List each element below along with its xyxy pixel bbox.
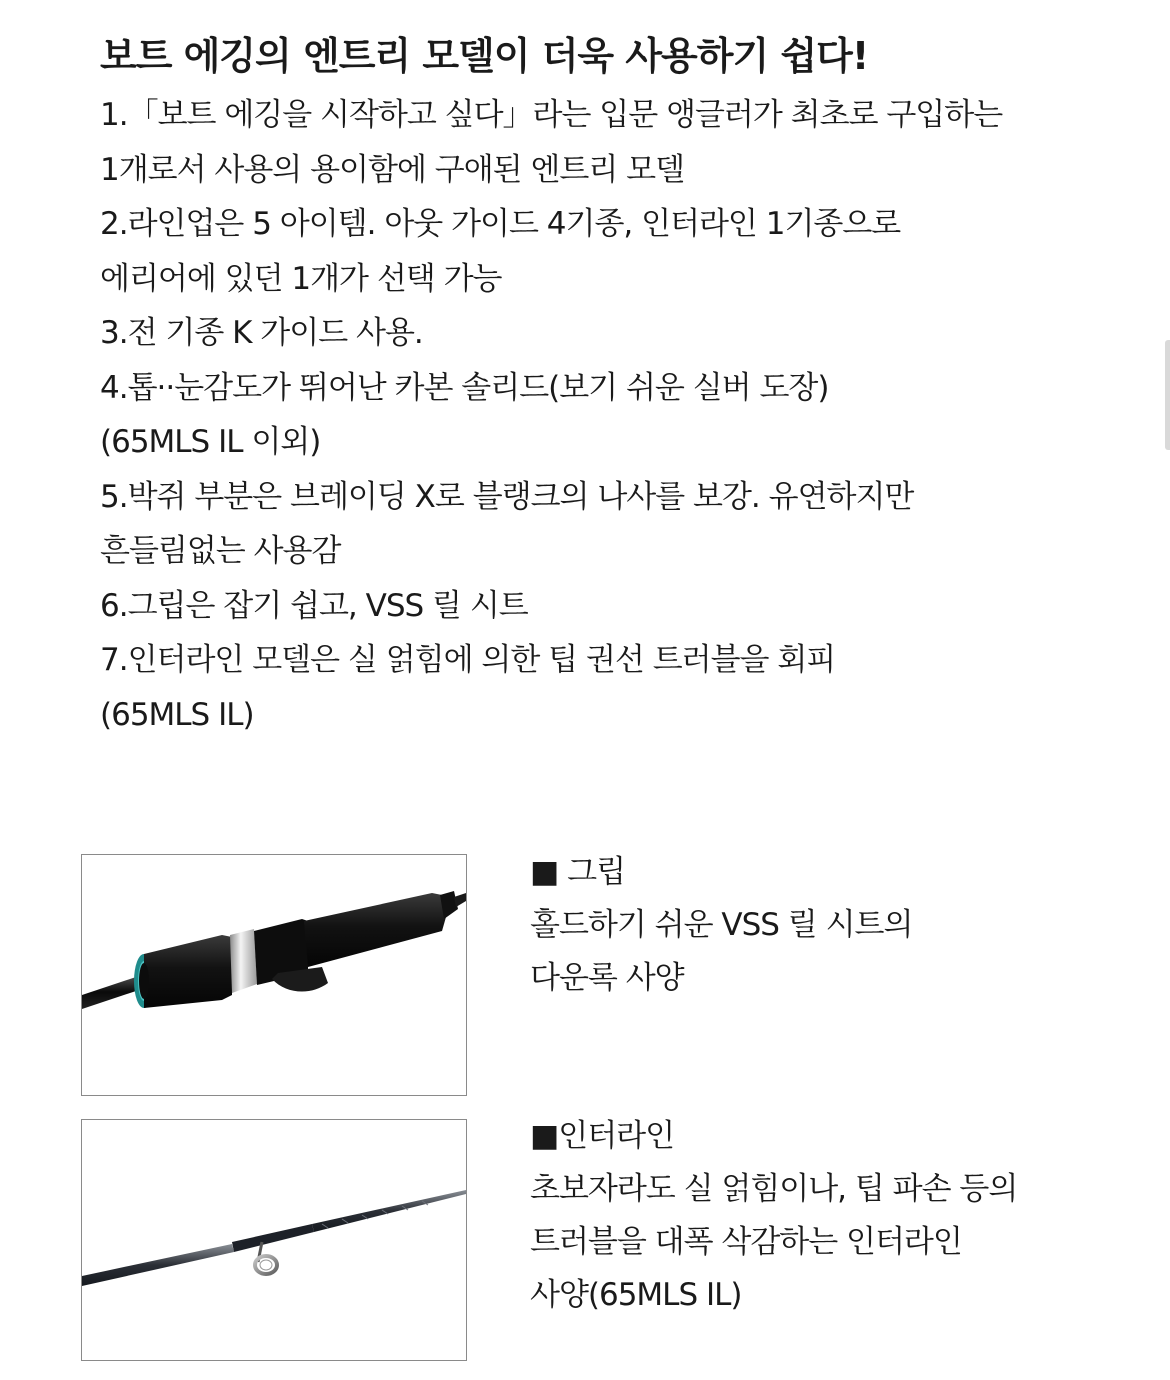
interline-description	[530, 1110, 1017, 1322]
feature-line: 흔들림없는 사용감	[100, 533, 341, 569]
feature-item	[100, 361, 1002, 470]
feature-item	[100, 88, 1002, 197]
feature-item	[100, 306, 1002, 361]
rod-grip-illustration	[82, 855, 466, 1095]
feature-line: 에리어에 있던 1개가 선택 가능	[100, 260, 502, 297]
interline-line: 초보자라도 실 얽힘이나, 팁 파손 등의	[530, 1171, 1018, 1207]
feature-item	[100, 197, 1002, 306]
interline-line: 트러블을 대폭 삭감하는 인터라인	[530, 1224, 962, 1260]
page-heading: 보트 에깅의 엔트리 모델이 더욱 사용하기 쉽다!	[100, 34, 869, 78]
grip-description	[530, 846, 912, 1005]
rod-interline-illustration	[82, 1120, 466, 1360]
grip-photo	[81, 854, 467, 1096]
feature-item	[100, 633, 1002, 742]
feature-line: 3.전 기종 K 가이드 사용.	[100, 315, 423, 351]
feature-line: 7.인터라인 모델은 실 얽힘에 의한 팁 권선 트러블을 회피	[100, 642, 836, 678]
interline-photo	[81, 1119, 467, 1361]
interline-line: 사양(65MLS IL)	[530, 1277, 742, 1313]
interline-title: ■인터라인	[530, 1118, 675, 1154]
feature-line: 1.「보트 에깅을 시작하고 싶다」라는 입문 앵글러가 최초로 구입하는	[100, 97, 1003, 133]
feature-item	[100, 579, 1002, 634]
scrollbar-handle[interactable]	[1165, 340, 1170, 450]
feature-list	[100, 88, 1002, 742]
feature-line: (65MLS IL)	[100, 696, 254, 733]
feature-line: 2.라인업은 5 아이템. 아웃 가이드 4기종, 인터라인 1기종으로	[100, 206, 901, 242]
feature-line: 4.톱··눈감도가 뛰어난 카본 솔리드(보기 쉬운 실버 도장)	[100, 369, 829, 406]
grip-line: 다운록 사양	[530, 960, 684, 996]
feature-line: (65MLS IL 이외)	[100, 424, 321, 460]
feature-line: 5.박쥐 부분은 브레이딩 X로 블랭크의 나사를 보강. 유연하지만	[100, 478, 914, 515]
feature-line: 1개로서 사용의 용이함에 구애된 엔트리 모델	[100, 151, 685, 188]
feature-item	[100, 470, 1002, 579]
feature-line: 6.그립은 잡기 쉽고, VSS 릴 시트	[100, 587, 528, 624]
grip-title: ■ 그립	[530, 854, 626, 890]
grip-line: 홀드하기 쉬운 VSS 릴 시트의	[530, 907, 913, 943]
